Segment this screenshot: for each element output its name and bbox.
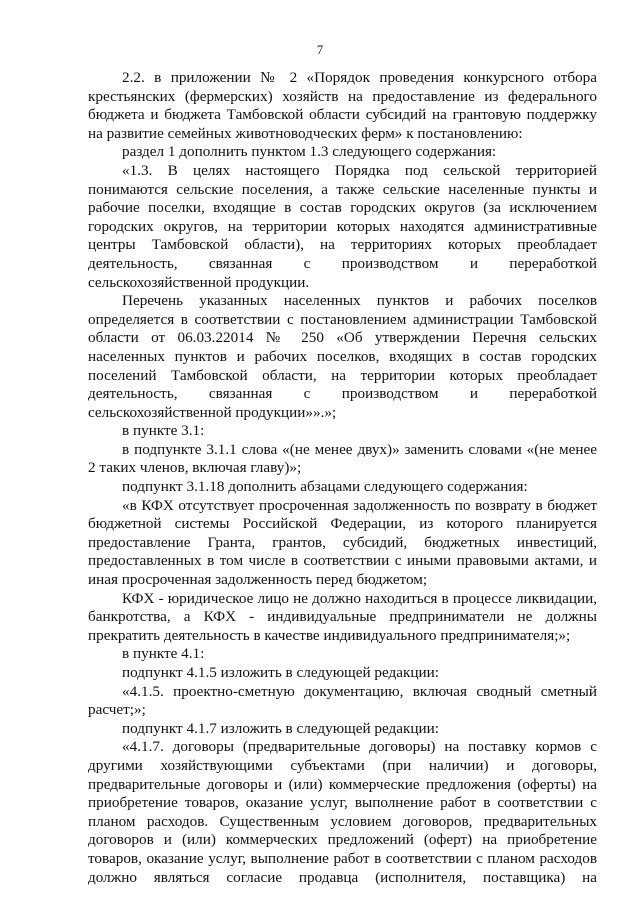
paragraph-list-definition: Перечень указанных населенных пунктов и рабочих поселков определяется в соответствии с постановлением администрации Тамбовской области от 06.03.22014 № 250 «Об утверждении Перечня сельских населенных пунктов и рабочих поселков, входящих в состав городских поселений Тамбовской области, на территории которых преобладает деятельность, связанная с производством и переработкой сельскохозяйственной продукции»».»; (88, 292, 597, 421)
paragraph-subpoint-4-1-5: «4.1.5. проектно-сметную документацию, включая сводный сметный расчет;»; (88, 682, 597, 719)
paragraph-2-2: 2.2. в приложении № 2 «Порядок проведения конкурсного отбора крестьянских (фермерских) хозяйств на предоставление из федерального бюджета и бюджета Тамбовской области субсидий на грантовую поддержку на развитие семейных животноводческих ферм» к постановлению: (88, 69, 597, 142)
paragraph-point-4-1: в пункте 4.1: (122, 645, 205, 663)
paragraph-kfh-liquidation: КФХ - юридическое лицо не должно находиться в процессе ликвидации, банкротства, а КФХ - индивидуальные предприниматели не должны прекратить деятельность в качестве индивидуального предпринимателя;»; (88, 589, 597, 644)
paragraph-subpoint-4-1-7-intro: подпункт 4.1.7 изложить в следующей редакции: (122, 719, 439, 737)
paragraph-kfh-debt: «в КФХ отсутствует просроченная задолженность по возврату в бюджет бюджетной системы Российской Федерации, из которого планируется предоставление Гранта, грантов, субсидий, бюджетных инвестиций, предоставленных в том числе в соответствии с иными правовыми актами, и иная просроченная задолженность перед бюджетом; (88, 496, 597, 589)
paragraph-section-1: раздел 1 дополнить пунктом 1.3 следующего содержания: (122, 143, 497, 161)
paragraph-subpoint-3-1-18: подпункт 3.1.18 дополнить абзацами следующего содержания: (122, 478, 528, 496)
paragraph-point-3-1: в пункте 3.1: (122, 422, 205, 440)
paragraph-1-3: «1.3. В целях настоящего Порядка под сельской территорией понимаются сельские поселения, а также сельские населенные пункты и рабочие поселки, входящие в состав городских округов (за исключением городских округов, на территории которых находятся административные центры Тамбовской области), на территориях которых преобладает деятельность, связанная с производством и переработкой сельскохозяйственной продукции. (88, 161, 597, 291)
paragraph-subpoint-4-1-5-intro: подпункт 4.1.5 изложить в следующей редакции: (122, 664, 439, 681)
paragraph-subpoint-3-1-1: в подпункте 3.1.1 слова «(не менее двух)» заменить словами «(не менее 2 таких членов, включая главу)»; (88, 440, 597, 477)
page-number: 7 (316, 43, 324, 57)
document-body (88, 69, 597, 887)
paragraph-subpoint-4-1-7: «4.1.7. договоры (предварительные договоры) на поставку кормов с другими хозяйствующими субъектами (при наличии) и договоры, предварительные договоры и (или) коммерческие предложения (оферты) на приобретение товаров, оказание услуг, выполнение работ в соответствии с планом расходов. Существенным условием договоров, предварительных договоров и (или) коммерческих предложений (оферт) на приобретение товаров, оказание услуг, выполнение работ в соответствии с планом расходов должно являться согласие продавца (исполнителя, поставщика) на (88, 738, 597, 886)
